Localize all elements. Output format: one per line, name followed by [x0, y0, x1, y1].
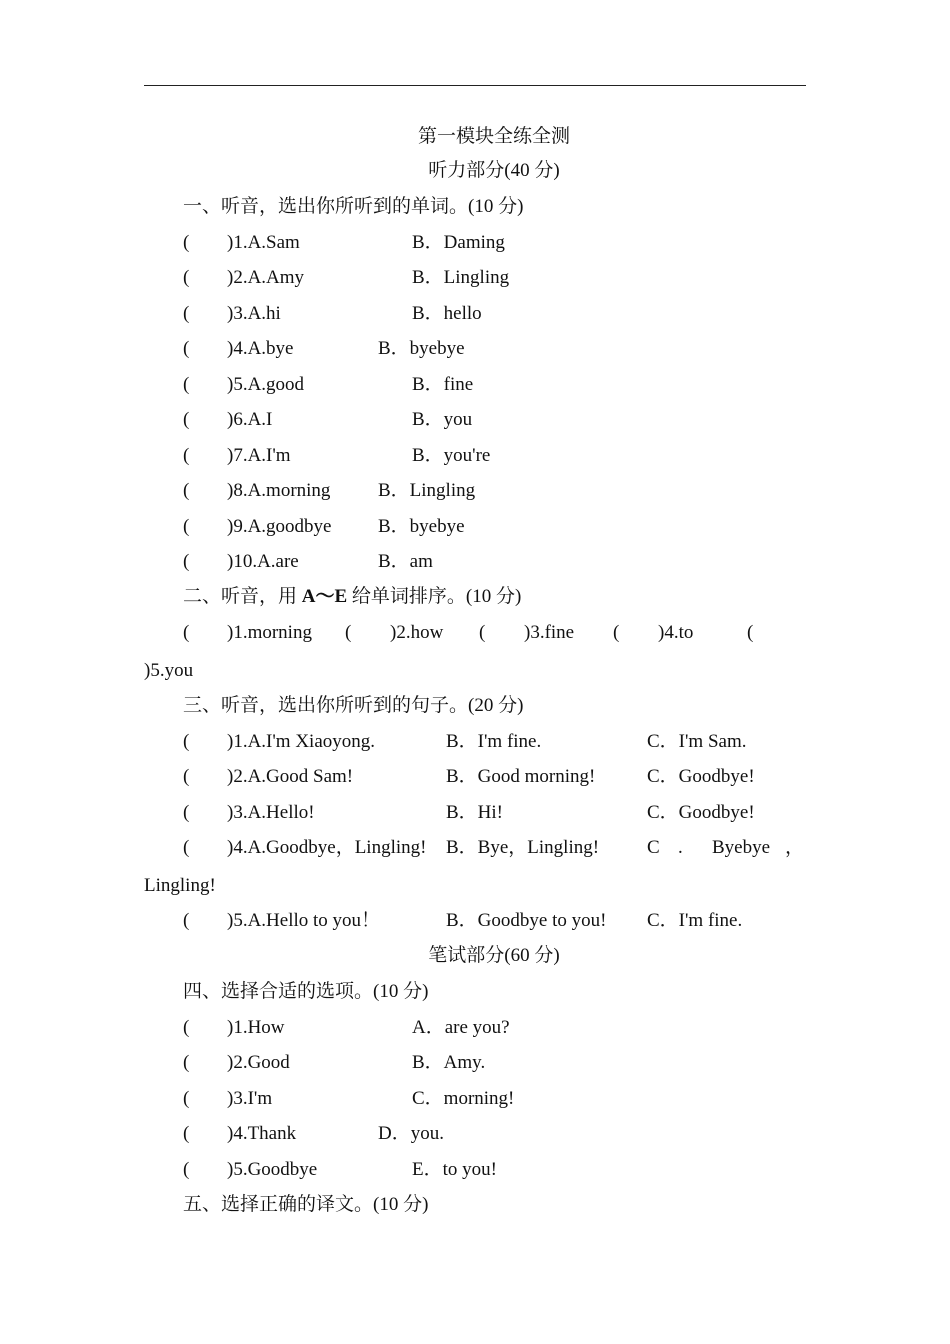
paren: ( — [183, 374, 190, 395]
paren: ( — [345, 622, 352, 643]
s3-q2: )2.A.Good Sam! — [227, 766, 354, 787]
s4-option-e: E．to you! — [412, 1159, 497, 1180]
paren: ( — [183, 551, 190, 572]
s2-heading-range: A～E — [301, 586, 348, 607]
s1-q4: )4.A.bye — [227, 338, 294, 359]
s3-q1-option-c: C．I'm Sam. — [647, 731, 747, 752]
paren: ( — [183, 480, 190, 501]
s1-q8-option-b: B．Lingling — [378, 480, 476, 501]
paren: ( — [479, 622, 486, 643]
s3-q5: )5.A.Hello to you！ — [227, 910, 381, 931]
paren: ( — [613, 622, 620, 643]
s1-q4-option-b: B．byebye — [378, 338, 465, 359]
s1-q9: )9.A.goodbye — [227, 516, 332, 537]
paren: ( — [183, 622, 190, 643]
s4-q5: )5.Goodbye — [227, 1159, 318, 1180]
s3-q4-option-b: B．Bye，Lingling! — [446, 837, 600, 858]
s3-q1: )1.A.I'm Xiaoyong. — [227, 731, 376, 752]
s3-q4-option-c-wrap: Lingling! — [144, 875, 216, 896]
s2-item-5: )5.you — [144, 660, 194, 681]
paren: ( — [183, 445, 190, 466]
s2-heading-pre: 二、听音，用 — [183, 586, 302, 607]
s1-q3-option-b: B．hello — [412, 303, 482, 324]
s1-q8: )8.A.morning — [227, 480, 331, 501]
section-1-heading: 一、听音，选出你所听到的单词。(10 分) — [183, 196, 524, 217]
paren: ( — [183, 338, 190, 359]
s1-q2: )2.A.Amy — [227, 267, 305, 288]
s4-option-d: D．you. — [378, 1123, 444, 1144]
s4-q4: )4.Thank — [227, 1123, 297, 1144]
s3-q3-option-c: C．Goodbye! — [647, 802, 755, 823]
s1-q6-option-b: B．you — [412, 409, 473, 430]
paren: ( — [183, 910, 190, 931]
section-5-heading: 五、选择正确的译文。(10 分) — [183, 1194, 429, 1215]
paren: ( — [183, 303, 190, 324]
s2-heading-post: 给单词排序。(10 分) — [347, 586, 522, 607]
s1-q7-option-b: B．you're — [412, 445, 491, 466]
paren: ( — [183, 232, 190, 253]
s1-q3: )3.A.hi — [227, 303, 281, 324]
s3-q3-option-b: B．Hi! — [446, 802, 504, 823]
s1-q6: )6.A.I — [227, 409, 273, 430]
paren: ( — [183, 1123, 190, 1144]
s3-q2-option-b: B．Good morning! — [446, 766, 596, 787]
writing-header: 笔试部分(60 分) — [428, 945, 560, 966]
paren: ( — [183, 837, 190, 858]
s2-item-4: )4.to — [658, 622, 694, 643]
s1-q10-option-b: B．am — [378, 551, 433, 572]
paren: ( — [183, 1017, 190, 1038]
s3-q3: )3.A.Hello! — [227, 802, 315, 823]
paren: ( — [183, 1088, 190, 1109]
s3-q4-option-c-word: Byebye — [712, 837, 771, 858]
paren: ( — [183, 1052, 190, 1073]
s1-q7: )7.A.I'm — [227, 445, 291, 466]
s4-q1: )1.How — [227, 1017, 285, 1038]
s1-q1-option-b: B．Daming — [412, 232, 505, 253]
s4-q3: )3.I'm — [227, 1088, 273, 1109]
s2-item-3: )3.fine — [524, 622, 575, 643]
paren: ( — [183, 516, 190, 537]
section-2-heading — [183, 585, 521, 609]
page-title: 第一模块全练全测 — [417, 126, 570, 147]
paren: ( — [183, 802, 190, 823]
s3-q5-option-b: B．Goodbye to you! — [446, 910, 607, 931]
s4-option-a: A．are you? — [412, 1017, 510, 1038]
paren: ( — [183, 1159, 190, 1180]
s3-q4: )4.A.Goodbye，Lingling! — [227, 837, 427, 858]
paren: ( — [183, 731, 190, 752]
listening-header: 听力部分(40 分) — [428, 160, 560, 181]
header-rule — [144, 85, 806, 86]
paren: ( — [183, 409, 190, 430]
s1-q5-option-b: B．fine — [412, 374, 474, 395]
paren: ( — [747, 622, 754, 643]
section-3-heading: 三、听音，选出你所听到的句子。(20 分) — [183, 695, 524, 716]
s3-q4-option-c-letter: C — [647, 837, 660, 858]
s3-q4-option-c-comma: ， — [785, 837, 805, 858]
s1-q5: )5.A.good — [227, 374, 305, 395]
s3-q1-option-b: B．I'm fine. — [446, 731, 542, 752]
section-4-heading: 四、选择合适的选项。(10 分) — [183, 981, 429, 1002]
s1-q10: )10.A.are — [227, 551, 299, 572]
s1-q1: )1.A.Sam — [227, 232, 300, 253]
s3-q4-option-c-dot: . — [678, 837, 683, 858]
s2-item-1: )1.morning — [227, 622, 312, 643]
s1-q2-option-b: B．Lingling — [412, 267, 510, 288]
s1-q9-option-b: B．byebye — [378, 516, 465, 537]
s4-option-b: B．Amy. — [412, 1052, 486, 1073]
paren: ( — [183, 766, 190, 787]
s2-item-2: )2.how — [390, 622, 444, 643]
s4-option-c: C．morning! — [412, 1088, 515, 1109]
s3-q2-option-c: C．Goodbye! — [647, 766, 755, 787]
s3-q5-option-c: C．I'm fine. — [647, 910, 743, 931]
paren: ( — [183, 267, 190, 288]
s4-q2: )2.Good — [227, 1052, 290, 1073]
